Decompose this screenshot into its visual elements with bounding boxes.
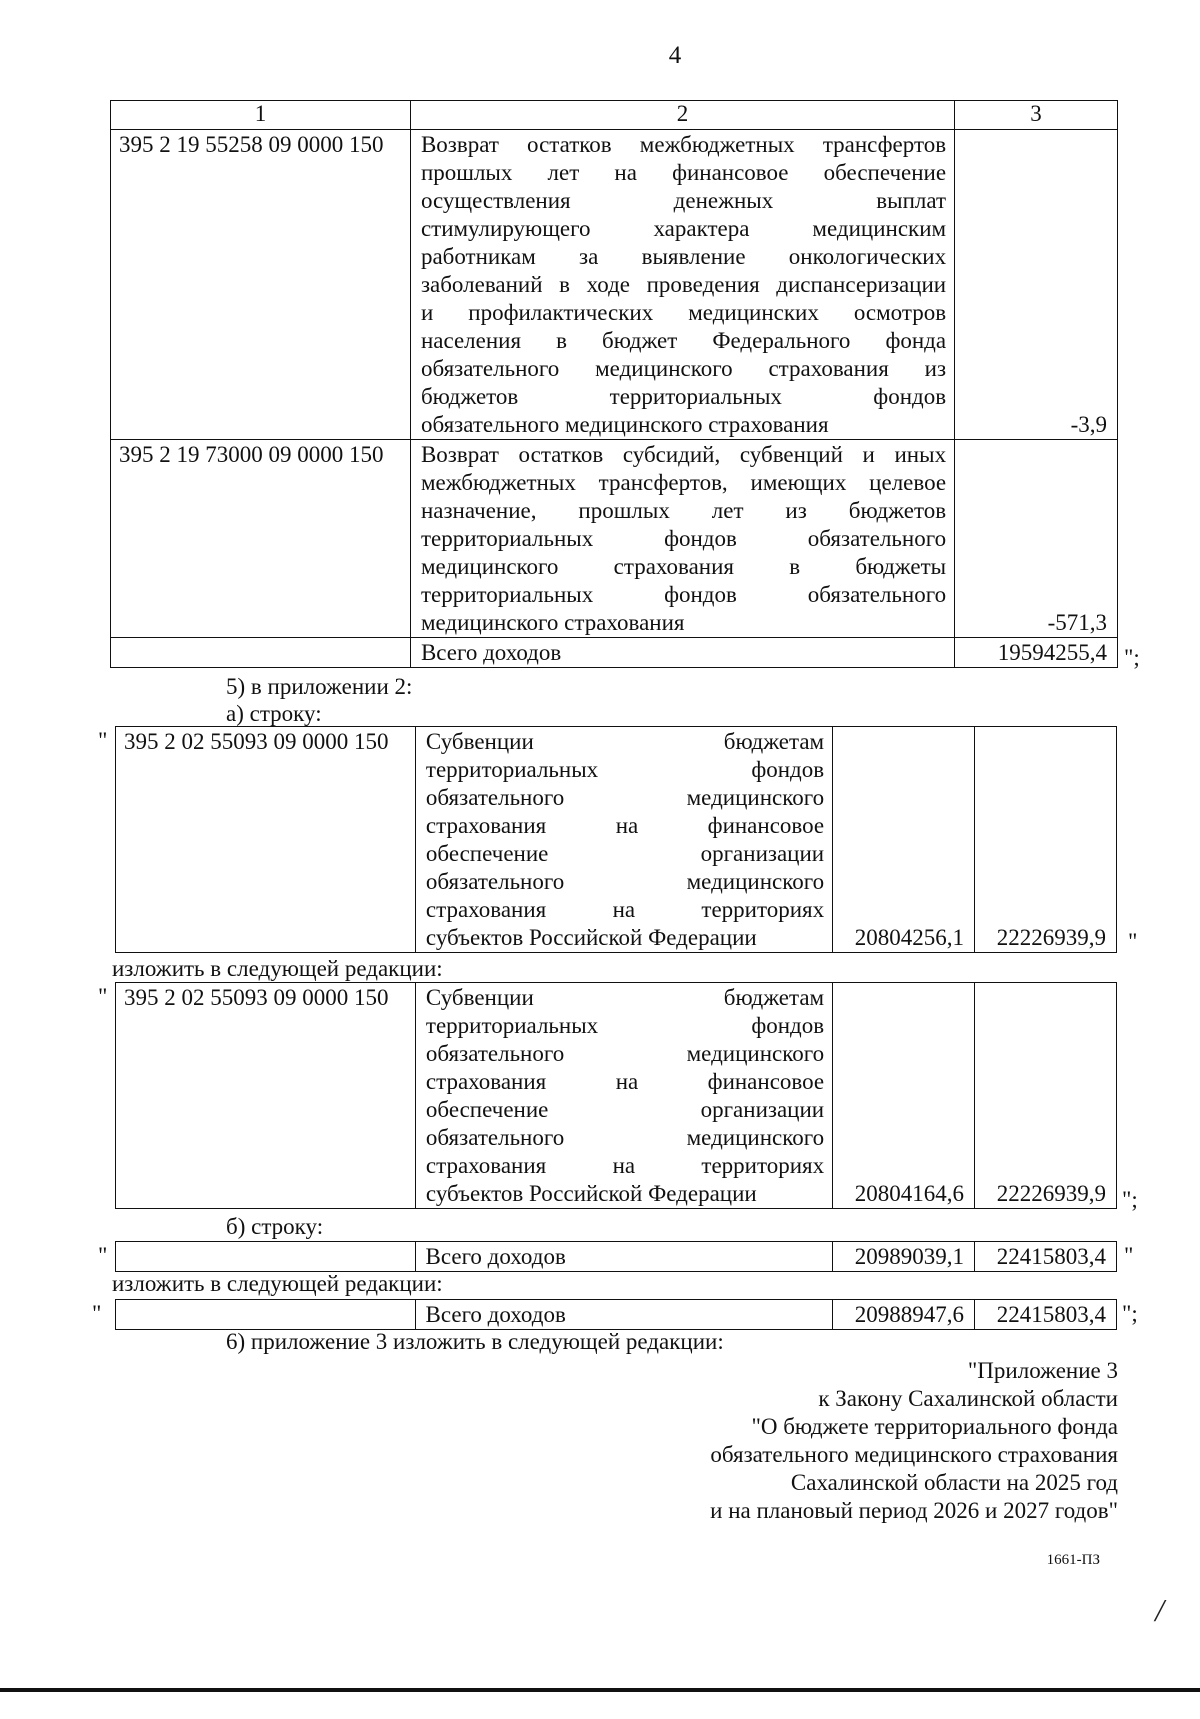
restate-instruction: изложить в следующей редакции:	[112, 956, 443, 981]
header-col-2: 2	[410, 101, 954, 130]
table-header-row	[111, 101, 1118, 130]
description-line: Субвенции бюджетам	[425, 985, 825, 1010]
total-2025: 20988947,6	[833, 1300, 975, 1330]
description-line: обязательного медицинского	[425, 1041, 825, 1066]
budget-code: 395 2 19 55258 09 0000 150	[111, 130, 411, 440]
total-value: 19594255,4	[955, 638, 1118, 668]
appendix-line: "О бюджете территориального фонда	[751, 1414, 1118, 1439]
description-line: бюджетов территориальных фондов	[420, 384, 947, 409]
description-line: работникам за выявление онкологических	[420, 244, 947, 269]
budget-code: 395 2 19 73000 09 0000 150	[111, 440, 411, 638]
budget-code: 395 2 02 55093 09 0000 150	[116, 983, 416, 1209]
description-line: территориальных фондов	[425, 757, 825, 782]
item-5: 5) в приложении 2:	[226, 674, 413, 699]
amendment-table-new	[115, 982, 1117, 1209]
description-line: обязательного медицинского страхования	[420, 412, 829, 437]
header-col-3: 3	[955, 101, 1118, 130]
closing-quote: ";	[1122, 1187, 1138, 1212]
appendix-heading	[710, 1357, 1118, 1525]
item-5a: а) строку:	[226, 701, 322, 726]
restate-instruction: изложить в следующей редакции:	[112, 1271, 443, 1296]
budget-code: 395 2 02 55093 09 0000 150	[116, 727, 416, 953]
empty-cell	[116, 1242, 416, 1272]
total-2025: 20989039,1	[833, 1242, 975, 1272]
description-line: страхования на территориях	[425, 897, 825, 922]
description-line: Возврат остатков межбюджетных трансфертов	[420, 132, 947, 157]
total-label: Всего доходов	[410, 638, 954, 668]
description-line: назначение, прошлых лет из бюджетов	[420, 498, 947, 523]
header-col-1: 1	[111, 101, 411, 130]
total-label: Всего доходов	[415, 1300, 833, 1330]
item-6: 6) приложение 3 изложить в следующей редакции:	[226, 1329, 724, 1354]
total-table-old	[115, 1241, 1117, 1272]
total-row	[111, 638, 1118, 668]
page-bottom-rule	[0, 1688, 1200, 1692]
description-line: Субвенции бюджетам	[425, 729, 825, 754]
description-line: территориальных фондов	[425, 1013, 825, 1038]
description-line: обязательного медицинского	[425, 869, 825, 894]
row-description	[410, 440, 954, 638]
description-line: страхования на территориях	[425, 1153, 825, 1178]
table-row	[111, 130, 1118, 440]
description-line: Возврат остатков субсидий, субвенций и иных	[420, 442, 947, 467]
empty-cell	[111, 638, 411, 668]
value-2026: 22226939,9	[975, 727, 1117, 953]
description-line: обязательного медицинского	[425, 1125, 825, 1150]
description-line: субъектов Российской Федерации	[425, 1181, 757, 1206]
description-line: территориальных фондов обязательного	[420, 582, 947, 607]
description-line: прошлых лет на финансовое обеспечение	[420, 160, 947, 185]
row-description	[410, 130, 954, 440]
description-line: страхования на финансовое	[425, 1069, 825, 1094]
row-description	[415, 727, 832, 953]
closing-quote: "	[1128, 929, 1138, 954]
opening-quote: "	[92, 1301, 102, 1326]
total-2026: 22415803,4	[975, 1242, 1117, 1272]
income-table	[110, 100, 1118, 668]
description-line: медицинского страхования	[420, 610, 685, 635]
signature-mark: /	[1155, 1592, 1164, 1628]
description-line: обеспечение организации	[425, 1097, 825, 1122]
empty-cell	[116, 1300, 416, 1330]
closing-quote: "	[1124, 1243, 1134, 1268]
appendix-line: обязательного медицинского страхования	[710, 1442, 1118, 1467]
appendix-line: Сахалинской области на 2025 год	[790, 1470, 1118, 1495]
description-line: стимулирующего характера медицинским	[420, 216, 947, 241]
description-line: медицинского страхования в бюджеты	[420, 554, 947, 579]
total-label: Всего доходов	[415, 1242, 833, 1272]
table-row	[116, 727, 1117, 953]
opening-quote: "	[98, 984, 108, 1009]
appendix-line: к Закону Сахалинской области	[818, 1386, 1118, 1411]
table-row	[111, 440, 1118, 638]
value-2025: 20804256,1	[833, 727, 975, 953]
description-line: субъектов Российской Федерации	[425, 925, 757, 950]
total-row	[116, 1242, 1117, 1272]
description-line: территориальных фондов обязательного	[420, 526, 947, 551]
total-row	[116, 1300, 1117, 1330]
row-description	[415, 983, 832, 1209]
description-line: заболеваний в ходе проведения диспансеризации	[420, 272, 947, 297]
description-line: обязательного медицинского	[425, 785, 825, 810]
table-row	[116, 983, 1117, 1209]
description-line: и профилактических медицинских осмотров	[420, 300, 947, 325]
document-code: 1661-ПЗ	[1046, 1552, 1100, 1568]
total-2026: 22415803,4	[975, 1300, 1117, 1330]
closing-quote: ";	[1122, 1301, 1138, 1326]
amendment-table-old	[115, 726, 1117, 953]
row-value: -571,3	[955, 440, 1118, 638]
value-2026: 22226939,9	[975, 983, 1117, 1209]
description-line: страхования на финансовое	[425, 813, 825, 838]
appendix-line: "Приложение 3	[967, 1358, 1118, 1383]
page-number: 4	[668, 42, 682, 69]
description-line: обязательного медицинского страхования из	[420, 356, 947, 381]
appendix-line: и на плановый период 2026 и 2027 годов"	[710, 1498, 1118, 1523]
description-line: обеспечение организации	[425, 841, 825, 866]
value-2025: 20804164,6	[833, 983, 975, 1209]
opening-quote: "	[98, 1243, 108, 1268]
description-line: осуществления денежных выплат	[420, 188, 947, 213]
row-value: -3,9	[955, 130, 1118, 440]
closing-quote: ";	[1124, 645, 1140, 670]
description-line: межбюджетных трансфертов, имеющих целевое	[420, 470, 947, 495]
opening-quote: "	[98, 728, 108, 753]
description-line: населения в бюджет Федерального фонда	[420, 328, 947, 353]
total-table-new	[115, 1299, 1117, 1330]
item-5b: б) строку:	[226, 1214, 324, 1239]
